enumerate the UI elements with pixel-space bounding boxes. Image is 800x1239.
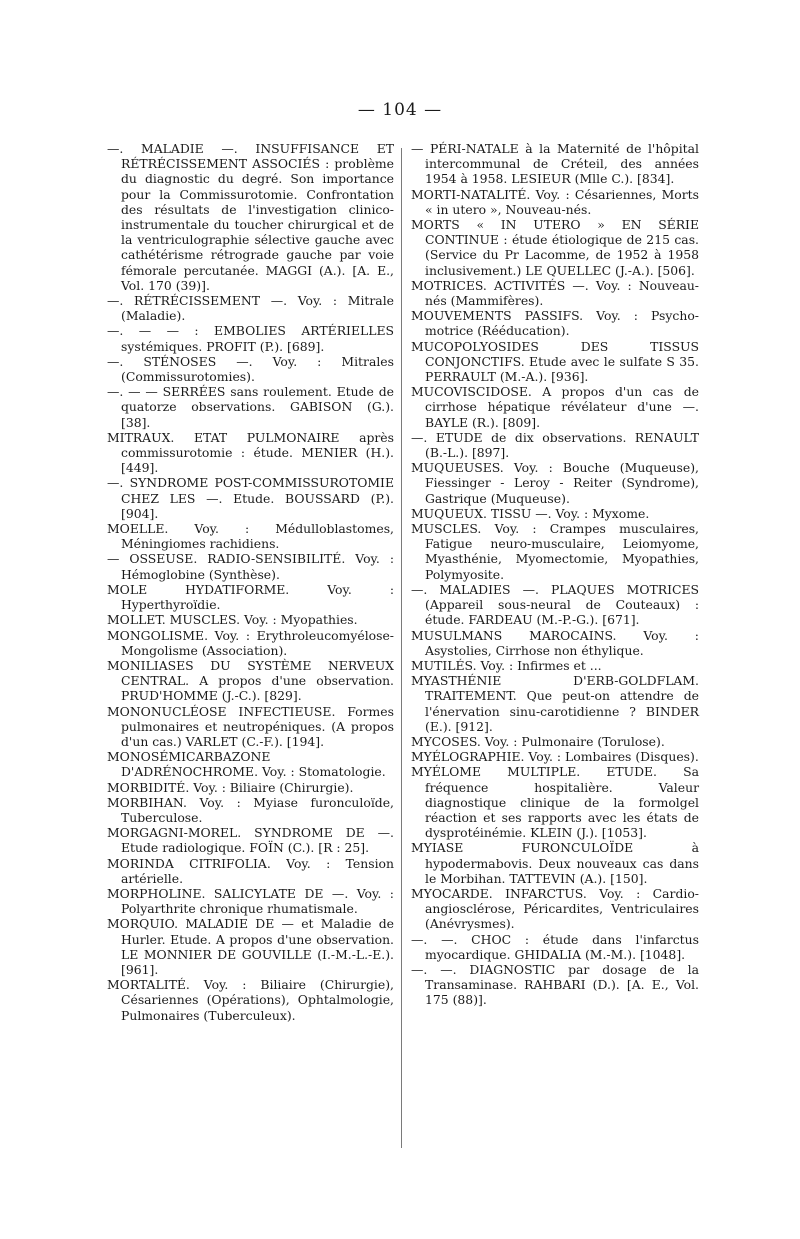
index-entry: MUQUEUSES. Voy. : Bouche (Muqueuse), Fiessinger - Leroy - Reiter (Syndrome), Gastrique (Muqueuse). [411, 460, 699, 506]
index-entry: MORGAGNI-MOREL. SYNDROME DE —. Etude radiologique. FOÏN (C.). [R : 25]. [107, 825, 394, 856]
index-entry: —. —. CHOC : étude dans l'infarctus myocardique. GHIDALIA (M.-M.). [1048]. [411, 931, 699, 962]
index-entry: MOELLE. Voy. : Médulloblastomes, Méningiomes rachidiens. [107, 521, 394, 552]
index-entry: MUCOPOLYOSIDES DES TISSUS CONJONCTIFS. Etude avec le sulfate S 35. PERRAULT (M.-A.). [936]. [411, 338, 699, 385]
index-entry: MYIASE FURONCULOÏDE à hypodermabovis. Deux nouveaux cas dans le Morbihan. TATTEVIN (A.). [150]. [411, 840, 699, 886]
index-entry: MYASTHÉNIE D'ERB-GOLDFLAM. TRAITEMENT. Que peut-on attendre de l'énervation sinu-carotidienne ? BINDER (E.). [912]. [411, 673, 699, 734]
index-entry: —. MALADIE —. INSUFFISANCE ET RÉTRÉCISSEMENT ASSOCIÉS : problème du diagnostic du degré. Son importance pour la Commissurotomie. Confrontation des résultats de l'investigation clinico-instrumentale du toucher chirurgical et de la ventriculographie sélective gauche avec cathétérisme rétrograde gauche par voie fémorale percutanée. MAGGI (A.). [A. E., Vol. 170 (39)]. [107, 141, 394, 293]
index-entry: —. — — : EMBOLIES ARTÉRIELLES systémiques. PROFIT (P.). [689]. [107, 323, 394, 354]
index-entry: MYÉLOME MULTIPLE. ETUDE. Sa fréquence hospitalière. Valeur diagnostique clinique de la formolgel réaction et ses rapports avec les états de dysprotéinémie. KLEIN (J.). [1053]. [411, 764, 699, 841]
left-column [107, 141, 394, 1023]
index-entry: —. ETUDE de dix observations. RENAULT (B.-L.). [897]. [411, 429, 699, 461]
index-entry: MUSULMANS MAROCAINS. Voy. : Asystolies, Cirrhose non éthylique. [411, 627, 699, 658]
index-entry: MITRAUX. ETAT PULMONAIRE après commissurotomie : étude. MENIER (H.). [449]. [107, 429, 394, 476]
index-entry: MORTI-NATALITÉ. Voy. : Césariennes, Morts « in utero », Nouveau-nés. [411, 186, 699, 217]
index-entry: MUCOVISCIDOSE. A propos d'un cas de cirrhose hépatique révélateur d'une —. BAYLE (R.). [809]. [411, 384, 699, 430]
index-entry: — PÉRI-NATALE à la Maternité de l'hôpital intercommunal de Créteil, des années 1954 à 1958. LESIEUR (Mlle C.). [834]. [411, 141, 699, 187]
index-entry: MYOCARDE. INFARCTUS. Voy. : Cardio-angiosclérose, Péricardites, Ventriculaires (Anévrysmes). [411, 885, 699, 932]
index-entry: MOTRICES. ACTIVITÉS —. Voy. : Nouveau-nés (Mammifères). [411, 277, 699, 309]
page-number: — 104 — [357, 100, 443, 120]
index-entry: —. — — SERRÉES sans roulement. Etude de quatorze observations. GABISON (G.). [38]. [107, 384, 394, 430]
index-entry: MONOSÉMICARBAZONE D'ADRÉNOCHROME. Voy. : Stomatologie. [107, 749, 386, 780]
right-column [411, 141, 699, 1008]
index-entry: MORTALITÉ. Voy. : Biliaire (Chirurgie), Césariennes (Opérations), Ophtalmologie, Pulmonaires (Tuberculeux). [107, 977, 394, 1023]
index-entry: —. SYNDROME POST-COMMISSUROTOMIE CHEZ LES —. Etude. BOUSSARD (P.). [904]. [107, 475, 394, 521]
index-entry: MUSCLES. Voy. : Crampes musculaires, Fatigue neuro-musculaire, Leiomyome, Myasthénie, Myomectomie, Myopathies, Polymyosite. [411, 521, 699, 582]
index-entry: MONILIASES DU SYSTÈME NERVEUX CENTRAL. A propos d'une observation. PRUD'HOMME (J.-C.). [829]. [107, 657, 394, 704]
index-entry: MORBIHAN. Voy. : Myiase furonculoïde, Tuberculose. [107, 794, 394, 825]
index-entry: MOLE HYDATIFORME. Voy. : Hyperthyroïdie. [107, 581, 394, 613]
index-entry: MORBIDITÉ. Voy. : Biliaire (Chirurgie). [107, 779, 354, 795]
index-entry: MORQUIO. MALADIE DE — et Maladie de Hurler. Etude. A propos d'une observation. LE MONNIER DE GOUVILLE (I.-M.-L.-E.). [961]. [107, 916, 394, 977]
index-entry: MUQUEUX. TISSU —. Voy. : Myxome. [411, 505, 650, 521]
index-entry: MORPHOLINE. SALICYLATE DE —. Voy. : Polyarthrite chronique rhumatismale. [107, 885, 394, 917]
index-entry: MYÉLOGRAPHIE. Voy. : Lombaires (Disques). [411, 749, 699, 765]
index-entry: MONGOLISME. Voy. : Erythroleucomyélose-Mongolisme (Association). [107, 627, 394, 658]
index-entry: —. MALADIES —. PLAQUES MOTRICES (Appareil sous-neural de Couteaux) : étude. FARDEAU (M.-P.-G.). [671]. [411, 581, 699, 628]
index-entry: MOLLET. MUSCLES. Voy. : Myopathies. [107, 612, 358, 628]
column-divider [401, 148, 402, 1148]
index-entry: —. RÉTRÉCISSEMENT —. Voy. : Mitrale (Maladie). [107, 293, 394, 324]
index-entry: —. STÉNOSES —. Voy. : Mitrales (Commissurotomies). [107, 353, 394, 385]
index-entry: — OSSEUSE. RADIO-SENSIBILITÉ. Voy. : Hémoglobine (Synthèse). [107, 551, 394, 582]
index-entry: MORTS « IN UTERO » EN SÉRIE CONTINUE : étude étiologique de 215 cas. (Service du Pr Lacomme, de 1952 à 1958 inclusivement.) LE QUELLEC (J.-A.). [506]. [411, 217, 699, 278]
index-entry: MOUVEMENTS PASSIFS. Voy. : Psycho-motrice (Rééducation). [411, 308, 699, 339]
index-entry: MORINDA CITRIFOLIA. Voy. : Tension artérielle. [107, 855, 394, 886]
index-entry: MUTILÉS. Voy. : Infirmes et ... [411, 657, 602, 673]
index-entry: MYCOSES. Voy. : Pulmonaire (Torulose). [411, 733, 665, 749]
index-entry: —. —. DIAGNOSTIC par dosage de la Transaminase. RAHBARI (D.). [A. E., Vol. 175 (88)]. [411, 961, 699, 1008]
index-entry: MONONUCLÉOSE INFECTIEUSE. Formes pulmonaires et neutropéniques. (A propos d'un cas.) VARLET (C.-F.). [194]. [107, 703, 394, 749]
